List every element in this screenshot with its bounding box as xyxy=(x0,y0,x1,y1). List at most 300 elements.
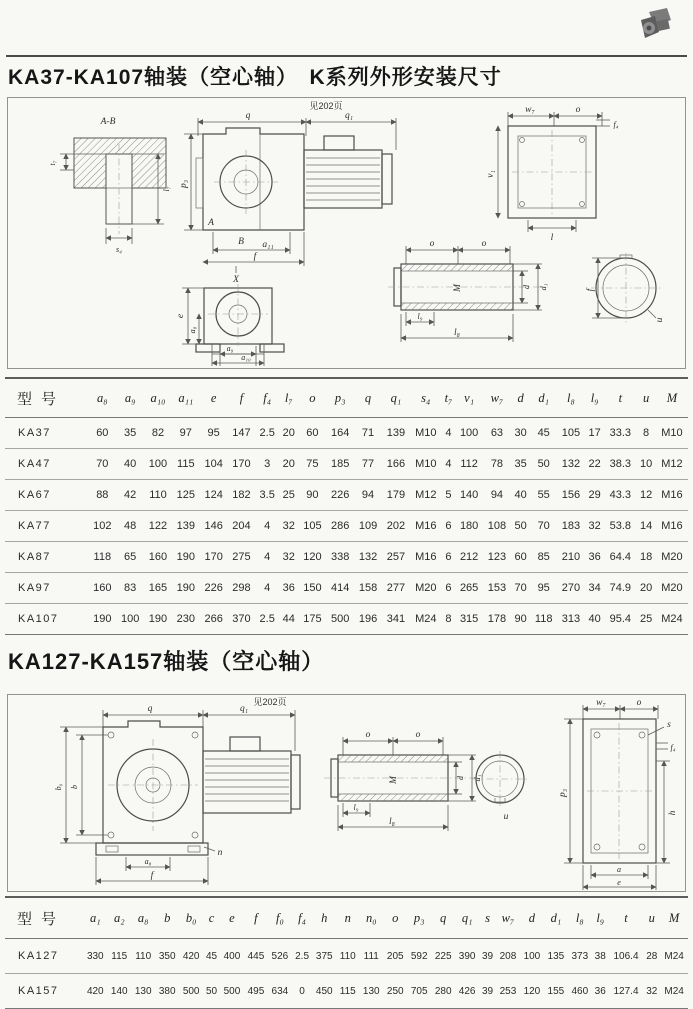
table-row xyxy=(5,418,688,449)
value-cell: 190 xyxy=(176,582,195,594)
section1-drawing-panel xyxy=(7,97,686,369)
value-cell: 118 xyxy=(93,551,112,563)
dim-label-q-2: q xyxy=(147,704,153,714)
shaft-end-view-drawing xyxy=(585,253,665,323)
model-cell: KA47 xyxy=(18,458,51,470)
see-page-note-2: 见202页 xyxy=(253,697,287,707)
value-cell: 14 xyxy=(639,520,653,532)
value-cell: M24 xyxy=(664,985,684,997)
dim-label-s: s xyxy=(667,720,671,730)
dim-label-d1-2: d₁ xyxy=(473,774,482,782)
value-cell: 70 xyxy=(537,520,550,532)
value-cell: 39 xyxy=(481,985,494,997)
model-cell: KA107 xyxy=(18,613,59,625)
value-cell: 160 xyxy=(93,582,112,594)
column-header: l₉ xyxy=(590,390,599,405)
dim-label-t7: t₇ xyxy=(48,160,57,166)
section2-title: KA127-KA157轴装（空心轴） xyxy=(8,649,325,674)
value-cell: 226 xyxy=(204,582,223,594)
column-header: e xyxy=(229,910,235,925)
value-cell: 110 xyxy=(135,950,152,962)
dim-label-f-circle: f xyxy=(586,288,596,292)
value-cell: M10 xyxy=(415,458,437,470)
gearmotor-thumbnail-image xyxy=(637,6,673,44)
column-header: f₀ xyxy=(275,910,284,925)
column-header: u xyxy=(642,390,650,405)
model-column-header: 型号 xyxy=(17,910,66,928)
column-header: h xyxy=(321,910,328,925)
value-cell: 97 xyxy=(179,427,192,439)
value-cell: 124 xyxy=(204,489,223,501)
value-cell: 94 xyxy=(490,489,504,501)
value-cell: 25 xyxy=(282,489,295,501)
value-cell: 132 xyxy=(358,551,378,563)
column-header: e xyxy=(210,390,217,405)
column-header: u xyxy=(648,910,655,925)
column-header: p₃ xyxy=(413,910,425,925)
value-cell: 39 xyxy=(481,950,494,962)
value-cell: 64.4 xyxy=(609,551,632,563)
value-cell: 38.3 xyxy=(609,458,632,470)
dim-label-a11: a₁₁ xyxy=(262,240,274,250)
value-cell: 2.5 xyxy=(295,950,310,962)
table-row xyxy=(5,604,688,635)
value-cell: 460 xyxy=(571,985,589,997)
value-cell: 592 xyxy=(410,950,428,962)
header-row xyxy=(5,897,688,939)
value-cell: 70 xyxy=(96,458,109,470)
value-cell: 50 xyxy=(514,520,527,532)
value-cell: 125 xyxy=(176,489,195,501)
column-header: b xyxy=(164,910,171,925)
value-cell: M24 xyxy=(661,613,683,625)
dim-label-p3: p₃ xyxy=(179,179,189,189)
dim-label-b: b xyxy=(70,785,79,789)
value-cell: 155 xyxy=(547,985,565,997)
value-cell: 78 xyxy=(490,458,504,470)
rear-view-drawing-2 xyxy=(558,698,678,890)
value-cell: 45 xyxy=(205,950,218,962)
front-view-drawing xyxy=(176,284,284,366)
value-cell: 48 xyxy=(124,520,137,532)
dim-label-a8-2: a₈ xyxy=(144,857,152,866)
dim-label-a8: a₈ xyxy=(188,326,197,334)
column-header: s xyxy=(485,910,490,925)
see-page-note: 见202页 xyxy=(309,101,343,111)
side-view-drawing xyxy=(179,101,396,285)
dim-label-B: B xyxy=(238,237,244,247)
value-cell: 6 xyxy=(445,551,452,563)
dim-label-f4: f₄ xyxy=(613,120,619,129)
column-header: a₁ xyxy=(89,910,101,925)
value-cell: 35 xyxy=(514,458,527,470)
column-header: n₀ xyxy=(365,910,377,925)
value-cell: M16 xyxy=(661,489,683,501)
value-cell: 286 xyxy=(331,520,350,532)
column-header: s₄ xyxy=(421,390,431,405)
value-cell: M10 xyxy=(661,427,683,439)
value-cell: 104 xyxy=(204,458,223,470)
value-cell: 212 xyxy=(459,551,479,563)
value-cell: 36 xyxy=(588,551,601,563)
value-cell: 30 xyxy=(514,427,527,439)
value-cell: 500 xyxy=(331,613,350,625)
dim-label-o-2b: o xyxy=(415,730,421,740)
table-row xyxy=(5,974,688,1009)
value-cell: 115 xyxy=(339,985,356,997)
value-cell: 55 xyxy=(537,489,550,501)
dim-label-n: n xyxy=(217,848,223,858)
value-cell: 112 xyxy=(460,458,478,470)
value-cell: 122 xyxy=(148,520,168,532)
value-cell: 0 xyxy=(299,985,305,997)
dim-label-l9: l₉ xyxy=(417,312,423,321)
value-cell: 338 xyxy=(331,551,350,563)
column-header: d₁ xyxy=(550,910,562,925)
value-cell: 38 xyxy=(594,950,606,962)
value-cell: 135 xyxy=(547,950,565,962)
value-cell: 350 xyxy=(158,950,176,962)
value-cell: 5 xyxy=(445,489,452,501)
section1-dimension-table xyxy=(5,377,688,635)
value-cell: 500 xyxy=(223,985,241,997)
column-header: l₇ xyxy=(284,390,293,405)
dim-label-a9: a₉ xyxy=(226,344,234,353)
table-row xyxy=(5,480,688,511)
column-header: l₉ xyxy=(596,910,605,925)
value-cell: 34 xyxy=(588,582,601,594)
column-header: a₉ xyxy=(124,390,136,405)
value-cell: 32 xyxy=(282,551,295,563)
column-header: t₇ xyxy=(444,390,453,405)
dim-label-f4-2: f₄ xyxy=(670,743,676,752)
value-cell: 265 xyxy=(459,582,479,594)
value-cell: M16 xyxy=(661,520,683,532)
column-header: o xyxy=(392,910,399,925)
value-cell: 132 xyxy=(561,458,581,470)
value-cell: 63 xyxy=(490,427,504,439)
dim-label-o-right: o xyxy=(481,239,487,249)
value-cell: 495 xyxy=(247,985,265,997)
column-header: f xyxy=(254,910,258,925)
dim-label-p3-2: p₃ xyxy=(558,788,568,798)
value-cell: 85 xyxy=(537,551,550,563)
dim-label-u: u xyxy=(655,317,665,323)
table-row xyxy=(5,573,688,604)
dim-label-X: X xyxy=(233,275,239,285)
value-cell: 426 xyxy=(458,985,476,997)
value-cell: 190 xyxy=(176,551,195,563)
value-cell: 185 xyxy=(331,458,350,470)
dim-label-e: e xyxy=(176,313,186,319)
value-cell: 253 xyxy=(499,985,517,997)
value-cell: 95.4 xyxy=(609,613,632,625)
top-divider xyxy=(6,55,687,57)
value-cell: 160 xyxy=(148,551,168,563)
dim-label-a: a xyxy=(617,865,621,874)
value-cell: 526 xyxy=(271,950,289,962)
column-header: a₈ xyxy=(97,390,108,405)
dim-label-b0: b₀ xyxy=(54,783,63,791)
column-header: b₀ xyxy=(185,910,197,925)
value-cell: 202 xyxy=(386,520,406,532)
column-header: t xyxy=(618,390,623,405)
value-cell: 77 xyxy=(361,458,375,470)
motor-fins xyxy=(306,158,380,200)
value-cell: 270 xyxy=(561,582,581,594)
column-header: f xyxy=(239,390,244,405)
value-cell: 100 xyxy=(148,458,168,470)
value-cell: 43.3 xyxy=(609,489,632,501)
column-header: l₈ xyxy=(575,910,584,925)
value-cell: M24 xyxy=(664,950,684,962)
column-header: n xyxy=(344,910,351,925)
value-cell: 74.9 xyxy=(609,582,632,594)
value-cell: 298 xyxy=(232,582,251,594)
value-cell: 190 xyxy=(93,613,112,625)
section2-drawing-panel xyxy=(7,694,686,892)
dim-label-M: M xyxy=(453,284,463,292)
value-cell: 2.5 xyxy=(259,613,275,625)
value-cell: 225 xyxy=(434,950,452,962)
gearmotor-silhouette xyxy=(641,8,671,38)
value-cell: 450 xyxy=(315,985,333,997)
value-cell: 82 xyxy=(151,427,165,439)
value-cell: 32 xyxy=(588,520,601,532)
value-cell: 12 xyxy=(639,489,653,501)
model-cell: KA87 xyxy=(18,551,51,563)
value-cell: 90 xyxy=(306,489,319,501)
value-cell: 94 xyxy=(361,489,375,501)
value-cell: 110 xyxy=(339,950,356,962)
value-cell: 71 xyxy=(361,427,375,439)
value-cell: 373 xyxy=(571,950,589,962)
value-cell: 445 xyxy=(247,950,265,962)
column-header: M xyxy=(668,910,680,925)
value-cell: 226 xyxy=(331,489,350,501)
value-cell: 158 xyxy=(358,582,378,594)
value-cell: M10 xyxy=(415,427,437,439)
value-cell: 28 xyxy=(646,950,658,962)
value-cell: 42 xyxy=(124,489,137,501)
value-cell: 341 xyxy=(386,613,406,625)
value-cell: 156 xyxy=(561,489,581,501)
value-cell: 139 xyxy=(176,520,195,532)
value-cell: 634 xyxy=(271,985,289,997)
section1-title: KA37-KA107轴装（空心轴） K系列外形安装尺寸 xyxy=(8,66,502,89)
section2-dimension-table xyxy=(5,896,688,1009)
value-cell: 106.4 xyxy=(613,950,639,962)
header-row xyxy=(5,378,688,418)
model-column-header: 型号 xyxy=(17,390,66,408)
section2-technical-drawing xyxy=(8,695,685,891)
value-cell: 190 xyxy=(148,613,168,625)
column-header: d xyxy=(528,910,536,925)
value-cell: 146 xyxy=(204,520,223,532)
value-cell: 88 xyxy=(96,489,109,501)
value-cell: 29 xyxy=(588,489,601,501)
dim-label-w7-2: w₇ xyxy=(596,698,606,708)
value-cell: 170 xyxy=(204,551,223,563)
column-header: a₂ xyxy=(113,910,125,925)
value-cell: 4 xyxy=(445,427,452,439)
model-cell: KA157 xyxy=(18,985,59,997)
value-cell: 17 xyxy=(588,427,601,439)
value-cell: 120 xyxy=(303,551,322,563)
value-cell: 183 xyxy=(561,520,581,532)
value-cell: 20 xyxy=(639,582,653,594)
column-header: M xyxy=(666,390,678,405)
value-cell: 420 xyxy=(182,950,200,962)
table-row xyxy=(5,449,688,480)
column-header: a₁₁ xyxy=(178,390,194,405)
value-cell: 110 xyxy=(149,489,167,501)
column-header: a₁₀ xyxy=(150,390,166,405)
value-cell: 330 xyxy=(86,950,104,962)
value-cell: 180 xyxy=(459,520,479,532)
value-cell: 130 xyxy=(362,985,380,997)
dim-label-o-2a: o xyxy=(365,730,371,740)
dim-label-d-2: d xyxy=(456,776,465,780)
value-cell: 40 xyxy=(514,489,527,501)
value-cell: M24 xyxy=(415,613,437,625)
dim-label-q: q xyxy=(245,111,251,121)
hollow-shaft-section-drawing-2 xyxy=(324,730,482,831)
value-cell: 375 xyxy=(315,950,333,962)
model-cell: KA127 xyxy=(18,950,59,962)
value-cell: 313 xyxy=(561,613,581,625)
value-cell: 111 xyxy=(363,950,379,962)
value-cell: 196 xyxy=(358,613,378,625)
value-cell: 123 xyxy=(487,551,507,563)
shaft-end-view-drawing-2 xyxy=(472,751,528,822)
value-cell: 210 xyxy=(561,551,581,563)
table-row xyxy=(5,511,688,542)
column-header: f₄ xyxy=(298,910,306,925)
column-header: q₁ xyxy=(461,910,473,925)
value-cell: 35 xyxy=(124,427,137,439)
column-header: d xyxy=(517,390,524,405)
value-cell: 420 xyxy=(86,985,104,997)
value-cell: 36 xyxy=(594,985,606,997)
dim-label-M-2: M xyxy=(389,776,399,784)
value-cell: 4 xyxy=(445,458,452,470)
value-cell: 165 xyxy=(148,582,168,594)
dim-label-A: A xyxy=(208,218,214,228)
column-header: t xyxy=(624,910,628,925)
column-header: c xyxy=(208,910,215,925)
value-cell: 179 xyxy=(386,489,406,501)
value-cell: 115 xyxy=(177,458,195,470)
value-cell: 230 xyxy=(176,613,195,625)
value-cell: 315 xyxy=(459,613,479,625)
value-cell: 105 xyxy=(561,427,581,439)
dim-label-q1-2: q₁ xyxy=(239,704,249,714)
value-cell: 25 xyxy=(639,613,653,625)
column-header: l₈ xyxy=(567,390,575,405)
value-cell: 20 xyxy=(282,427,295,439)
value-cell: 205 xyxy=(386,950,404,962)
value-cell: 75 xyxy=(306,458,319,470)
value-cell: 140 xyxy=(459,489,479,501)
value-cell: 6 xyxy=(445,582,452,594)
dim-label-f: f xyxy=(253,252,257,262)
value-cell: 32 xyxy=(646,985,658,997)
value-cell: 380 xyxy=(158,985,176,997)
value-cell: 280 xyxy=(434,985,452,997)
value-cell: 250 xyxy=(386,985,404,997)
value-cell: 182 xyxy=(232,489,251,501)
value-cell: 164 xyxy=(331,427,350,439)
value-cell: 147 xyxy=(232,427,251,439)
dim-label-u-2: u xyxy=(503,812,509,822)
value-cell: 4 xyxy=(264,551,271,563)
section-ab-label: A-B xyxy=(100,117,116,127)
value-cell: 500 xyxy=(182,985,200,997)
value-cell: 45 xyxy=(537,427,550,439)
value-cell: 370 xyxy=(232,613,251,625)
value-cell: 8 xyxy=(643,427,650,439)
motor-fins-2 xyxy=(205,759,289,801)
table-row xyxy=(5,939,688,974)
dim-label-l: l xyxy=(550,233,554,243)
value-cell: 390 xyxy=(458,950,476,962)
dim-label-f-2: f xyxy=(150,871,154,881)
table-row xyxy=(5,542,688,573)
model-cell: KA67 xyxy=(18,489,51,501)
value-cell: 705 xyxy=(410,985,428,997)
column-header: a₈ xyxy=(137,910,149,925)
column-header: q₁ xyxy=(390,390,402,405)
dim-label-e-2: e xyxy=(617,878,621,887)
value-cell: 8 xyxy=(445,613,452,625)
dim-label-d: d xyxy=(522,285,531,289)
value-cell: 33.3 xyxy=(609,427,632,439)
value-cell: M16 xyxy=(415,520,437,532)
value-cell: 53.8 xyxy=(609,520,632,532)
dim-label-s4: s₄ xyxy=(116,245,122,254)
value-cell: 4 xyxy=(264,582,271,594)
column-header: w₇ xyxy=(490,390,504,405)
column-header: v₁ xyxy=(464,390,475,405)
dim-label-l9-2: l₉ xyxy=(353,803,359,812)
value-cell: 277 xyxy=(386,582,406,594)
value-cell: 50 xyxy=(205,985,218,997)
dim-label-q1: q₁ xyxy=(344,111,354,121)
value-cell: 70 xyxy=(514,582,527,594)
value-cell: 6 xyxy=(445,520,452,532)
value-cell: 102 xyxy=(93,520,112,532)
value-cell: 95 xyxy=(537,582,550,594)
value-cell: 120 xyxy=(523,985,541,997)
value-cell: 266 xyxy=(204,613,223,625)
value-cell: 32 xyxy=(282,520,295,532)
value-cell: 175 xyxy=(303,613,322,625)
dim-label-d1: d₁ xyxy=(539,283,548,291)
value-cell: 50 xyxy=(537,458,550,470)
value-cell: 90 xyxy=(514,613,527,625)
value-cell: 3 xyxy=(264,458,271,470)
section1-technical-drawing xyxy=(8,98,685,368)
hollow-shaft-section-drawing xyxy=(388,239,548,342)
value-cell: M16 xyxy=(415,551,437,563)
value-cell: M20 xyxy=(661,582,683,594)
value-cell: 40 xyxy=(588,613,601,625)
dim-label-h: h xyxy=(668,810,678,816)
value-cell: 3.5 xyxy=(259,489,275,501)
dim-label-w7: w₇ xyxy=(525,105,535,115)
column-header: o xyxy=(309,390,316,405)
